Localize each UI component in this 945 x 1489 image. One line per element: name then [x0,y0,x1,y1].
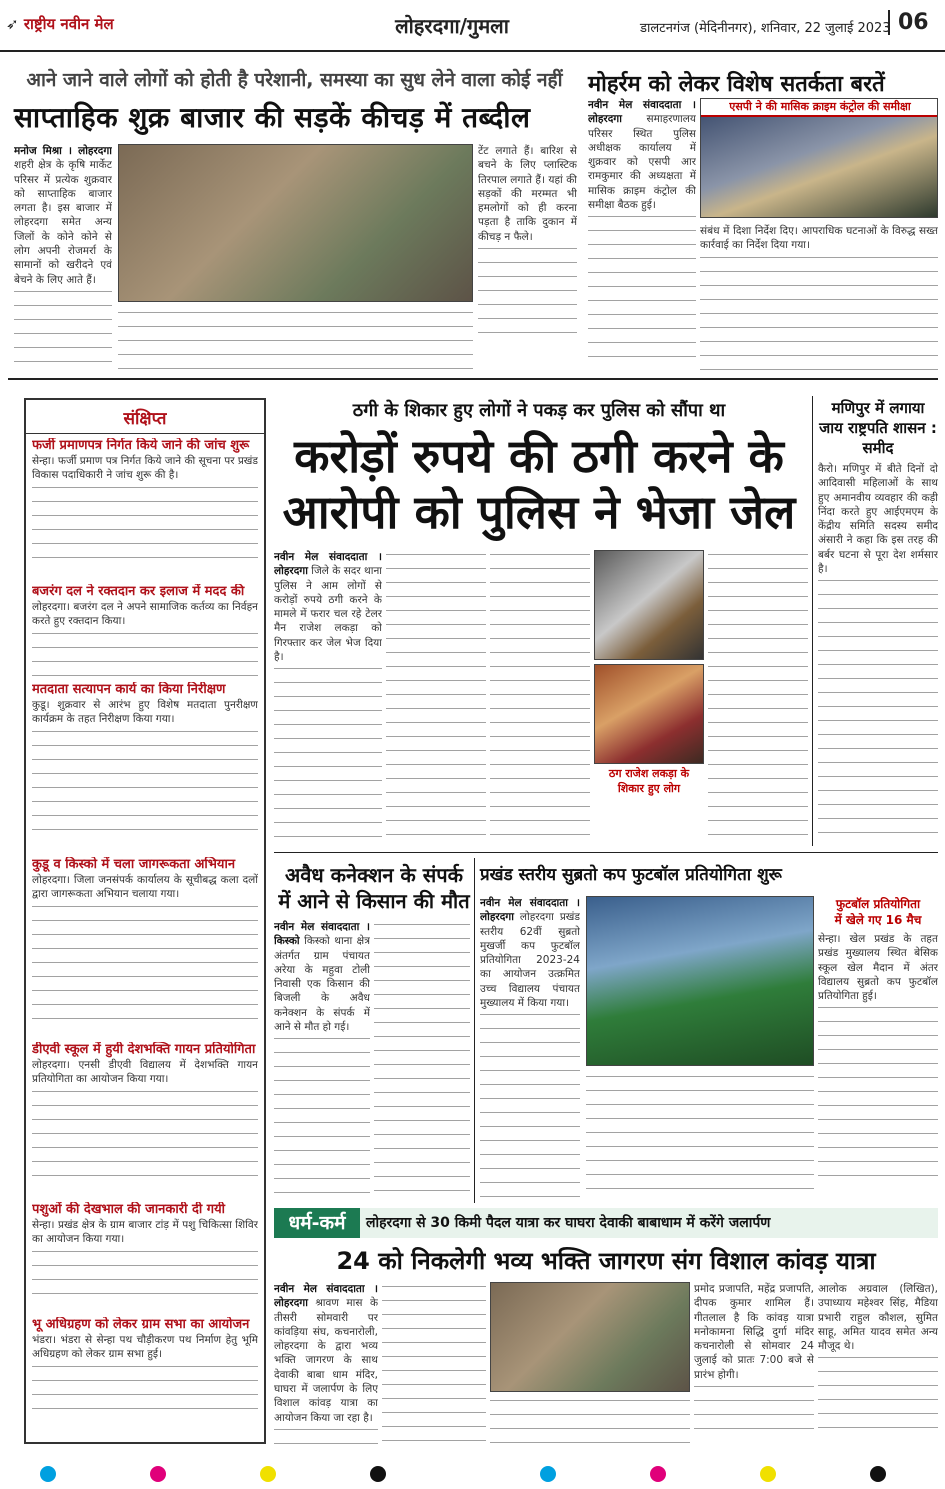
story1-col1 [14,144,112,369]
dateline: डालटनगंज (मेदिनीनगर), शनिवार, 22 जुलाई 2023 [640,21,891,36]
story4-text-block [818,462,938,846]
column-divider [812,396,813,846]
divider [274,852,938,853]
page-number: 06 [888,10,938,35]
story2-text: संबंध में दिशा निर्देश दिए। आपराधिक घटनाओं के विरुद्ध सख्त कार्रवाई का निर्देश दिया गया। [700,225,938,252]
story7-col4 [694,1282,814,1452]
print-registration-marks [0,1466,945,1484]
story2-headline: मोहर्रम को लेकर विशेष सतर्कता बरतें [588,72,885,97]
masthead [0,0,945,52]
story3-col1 [274,550,382,846]
story6-col1 [480,896,580,1200]
briefs-list [26,434,264,1421]
column-divider [474,858,475,1203]
brief-text: सेन्हा। फर्जी प्रमाण पत्र निर्गत किये जाने की सूचना पर प्रखंड विकास पदाधिकारी ने जांच शुरू की है। [32,455,258,482]
story4-headline: मणिपुर में लगाया जाय राष्ट्रपति शासन : समीद [819,399,937,457]
brief-item [32,682,258,857]
story5-headline [274,862,474,914]
registration-mark [650,1466,666,1482]
story6-col2 [586,1072,814,1200]
section-tag-dharm-karm: धर्म-कर्म [274,1208,360,1238]
brand-name: राष्ट्रीय नवीन मेल [23,15,114,33]
story5-byline: नवीन मेल संवाददाता । किस्को [274,921,370,948]
story2-lead: समाहरणालय परिसर स्थित पुलिस अधीक्षक कार्यालय में शुक्रवार को एसपी आर रामकुमार की अध्यक्षता में मासिक क्राइम कंट्रोल की समीक्षा बैठक हुई। [588,113,696,212]
story6-photo-football-team [586,896,814,1066]
brief-text: लोहरदगा। जिला जनसंपर्क कार्यालय के सूचीबद्ध कला दलों द्वारा जागरूकता अभियान चलाया गया। [32,874,258,901]
story3-headline-line2: आरोपी को पुलिस ने भेजा जेल [282,485,796,539]
story7-kicker: लोहरदगा से 30 किमी पैदल यात्रा कर घाघरा देवाकी बाबाधाम में करेंगे जलार्पण [360,1208,938,1238]
divider [8,378,938,380]
brief-item [32,438,258,584]
story7-headline: 24 को निकलेगी भव्य भक्ति जागरण संग विशाल कांवड़ यात्रा [336,1247,876,1275]
brief-text: कुडू। शुक्रवार से आरंभ हुए विशेष मतदाता पुनरीक्षण कार्यक्रम के तहत निरीक्षण किया गया। [32,699,258,726]
brief-title: कुडू व किस्को में चला जागरूकता अभियान [32,857,236,872]
registration-mark [150,1466,166,1482]
registration-mark [40,1466,56,1482]
brief-text: सेन्हा। प्रखंड क्षेत्र के ग्राम बाजार टांड़ में पशु चिकित्सा शिविर का आयोजन किया गया। [32,1219,258,1246]
story3-col4 [708,550,808,846]
story3-photo-caption [594,766,704,796]
story7-col5 [818,1282,938,1452]
brief-title: डीएवी स्कूल में हुयी देशभक्ति गायन प्रतियोगिता [32,1042,256,1057]
story2-byline: नवीन मेल संवाददाता । लोहरदगा [588,99,696,126]
story6-side-title-line1: फुटबॉल प्रतियोगिता [835,897,921,911]
story6-side-text: सेन्हा। खेल प्रखंड के तहत प्रखंड मुख्यालय स्थित बेसिक स्कूल खेल मैदान में अंतर विद्यालय सुब्रतो कप फुटबॉल प्रतियोगिता हुई। [818,933,938,1003]
story5-headline-line1: अवैध कनेक्शन के संपर्क [284,863,463,887]
story1-byline: मनोज मिश्रा । लोहरदगा [14,145,112,157]
registration-mark [540,1466,556,1482]
story6-side-text-block [818,932,938,1200]
story3-col2 [386,550,486,846]
briefs-title: संक्षिप्त [26,400,264,434]
brief-item [32,857,258,1042]
story5-col2 [374,920,470,1200]
story3-kicker: ठगी के शिकार हुए लोगों ने पकड़ कर पुलिस को सौंपा था [352,400,726,421]
story2-photo-caption: एसपी ने की मासिक क्राइम कंट्रोल की समीक्षा [701,99,938,117]
brief-item [32,1042,258,1202]
story3-byline: नवीन मेल संवाददाता । लोहरदगा [274,551,382,578]
brief-title: बजरंग दल ने रक्तदान कर इलाज में मदद की [32,584,245,599]
bird-icon: ➶ [6,15,19,33]
story3-photo-accused [594,550,704,660]
story1-kicker: आने जाने वाले लोगों को होती है परेशानी, समस्या का सुध लेने वाला कोई नहीं [26,69,563,91]
brief-item [32,584,258,682]
brief-title: भू अधिग्रहण को लेकर ग्राम सभा का आयोजन [32,1317,250,1332]
story7-text3: आलोक अग्रवाल (लिखित), उपाध्याय महेश्वर सिंह, मैडिया प्रभारी राहुल कौशल, सुमित साहू, अमित यादव समेत अन्य मौजूद थे। [818,1283,938,1353]
story1-col2-text: टेंट लगाते हैं। बारिश से बचने के लिए प्लास्टिक तिरपाल लगाते हैं। यहां की सड़कों की मरम्मत भी हमलोगों को ही करना पड़ता है ताकि दुकान में कीचड़ न फैले। [478,145,577,243]
story7-photo-meeting [490,1282,690,1392]
story5-headline-line2: में आने से किसान की मौत [278,889,470,913]
story5-col1 [274,920,370,1200]
brief-title: पशुओं की देखभाल की जानकारी दी गयी [32,1202,225,1217]
story3-photo-victims [594,664,704,764]
story1-headline: साप्ताहिक शुक्र बाजार की सड़कें कीचड़ में तब्दील [14,101,531,134]
edition-title: लोहरदगा/गुमला [395,14,509,38]
story7-col2 [382,1282,486,1452]
brief-title: मतदाता सत्यापन कार्य का किया निरीक्षण [32,682,226,697]
story3-caption-line1: ठग राजेश लकड़ा के [608,767,690,780]
story6-side-title-line2: में खेले गए 16 मैच [834,913,922,927]
story6-text: लोहरदगा प्रखंड स्तरीय 62वीं सुब्रतो मुखर्जी कप फुटबॉल प्रतियोगिता 2023-24 का आयोजन उत्क्रमित उच्च विद्यालय पंचायत मुख्यालय में किया गया। [480,911,580,1010]
story1-cols-under-photo [118,308,473,370]
story3-caption-line2: शिकार हुए लोग [617,782,681,795]
registration-mark [260,1466,276,1482]
story6-byline: नवीन मेल संवाददाता । लोहरदगा [480,897,580,924]
story7-text2: प्रमोद प्रजापति, महेंद्र प्रजापति, दीपक कुमार शामिल हैं। गीतलाल है कि कांवड़ यात्रा मनोकामना सिद्धि दुर्गा मंदिर कचनारोली से सोमवार 24 जुलाई को प्रातः 7:00 बजे से प्रारंभ होगी। [694,1283,814,1381]
registration-mark [870,1466,886,1482]
story3-col3 [490,550,590,846]
brief-text: भंडरा। भंडरा से सेन्हा पथ चौड़ीकरण पथ निर्माण हेतु भूमि अधिग्रहण को लेकर ग्राम सभा हुई। [32,1334,258,1361]
brief-title: फर्जी प्रमाणपत्र निर्गत किये जाने की जांच शुरू [32,438,250,453]
story1-col2 [478,144,577,370]
story2-photo-meeting [700,98,938,218]
story2-col1 [588,98,696,370]
brief-item [32,1317,258,1417]
story7-text: श्रावण मास के तीसरी सोमवारी पर कांवड़िया संघ, कचनारोली, लोहरदगा के द्वारा भव्य भक्ति जागरण के साथ देवाकी बाबा धाम मंदिर, घाघरा में जलार्पण के लिए विशाल कांवड़ यात्रा का आयोजन किया जा रहा है। [274,1297,378,1424]
story6-headline: प्रखंड स्तरीय सुब्रतो कप फुटबॉल प्रतियोगिता शुरू [480,865,782,885]
story7-byline: नवीन मेल संवाददाता । लोहरदगा [274,1283,378,1310]
brief-text: लोहरदगा। बजरंग दल ने अपने सामाजिक कर्तव्य का निर्वहन करते हुए रक्तदान किया। [32,601,258,628]
story4-text: कैरो। मणिपुर में बीते दिनों दो आदिवासी महिलाओं के साथ हुए अमानवीय व्यवहार की कड़ी निंदा करते हुए आईएमएम के केंद्रीय समिति सदस्य समीद अंसारी ने कहा कि इस तरह की बर्बर घटना से पूरा देश शर्मसार है। [818,463,938,576]
brief-item [32,1202,258,1317]
story5-text: किस्को थाना क्षेत्र अंतर्गत ग्राम पंचायत अरेया के महुवा टोली निवासी एक किसान की बिजली के अवैध कनेक्शन के संपर्क में आने से मौत हो गई। [274,935,370,1034]
story1-lead: शहरी क्षेत्र के कृषि मार्केट परिसर में प्रत्येक शुक्रवार को साप्ताहिक बाजार लगता है। इस बाजार में लोहरदगा समेत अन्य जिलों के कोने कोने से लोग अपनी रोजमर्रा के सामानों को खरीदने एवं बेचने के लिए आते हैं। [14,159,112,286]
brand-logo [6,14,114,34]
story7-col1 [274,1282,378,1452]
story7-col3 [490,1396,690,1452]
story6-side-title [818,896,938,928]
story2-cols [700,224,938,370]
briefs-box [24,398,266,1444]
brief-text: लोहरदगा। एनसी डीएवी विद्यालय में देशभक्ति गायन प्रतियोगिता का आयोजन किया गया। [32,1059,258,1086]
registration-mark [760,1466,776,1482]
story3-headline-line1: करोड़ों रुपये की ठगी करने के [294,429,784,483]
story3-text: जिले के सदर थाना पुलिस ने आम लोगों से करोड़ों रुपये ठगी करने के मामले में फरार चल रहे टेलर मैन राजेश लकड़ा को गिरफ्तार कर जेल भेज दिया है। [274,565,382,664]
registration-mark [370,1466,386,1482]
story1-photo-market [118,144,473,302]
